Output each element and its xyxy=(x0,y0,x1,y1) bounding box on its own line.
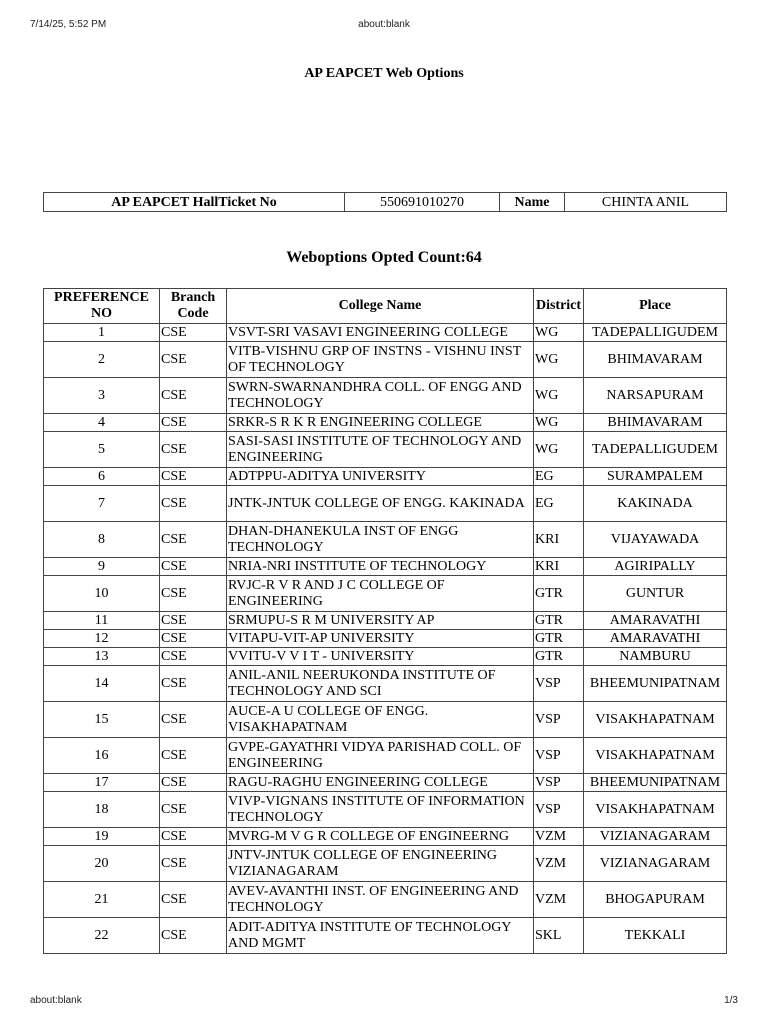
cell-preference: 17 xyxy=(44,774,160,792)
cell-place: VISAKHAPATNAM xyxy=(584,702,727,738)
cell-district: WG xyxy=(534,432,584,468)
cell-college: MVRG-M V G R COLLEGE OF ENGINEERNG xyxy=(227,828,534,846)
table-row xyxy=(44,486,727,522)
cell-preference: 10 xyxy=(44,576,160,612)
cell-district: SKL xyxy=(534,918,584,954)
table-row xyxy=(44,342,727,378)
cell-place: TEKKALI xyxy=(584,918,727,954)
cell-place: BHIMAVARAM xyxy=(584,414,727,432)
table-row xyxy=(44,432,727,468)
cell-college: SASI-SASI INSTITUTE OF TECHNOLOGY AND ENGINEERING xyxy=(227,432,534,468)
cell-place: AGIRIPALLY xyxy=(584,558,727,576)
page-title: AP EAPCET Web Options xyxy=(304,66,464,81)
cell-district: WG xyxy=(534,378,584,414)
cell-place: TADEPALLIGUDEM xyxy=(584,324,727,342)
cell-district: VSP xyxy=(534,738,584,774)
cell-branch: CSE xyxy=(160,414,227,432)
cell-district: WG xyxy=(534,342,584,378)
cell-college: JNTV-JNTUK COLLEGE OF ENGINEERING VIZIANAGARAM xyxy=(227,846,534,882)
page-number: 1/3 xyxy=(724,995,738,1006)
header-college: College Name xyxy=(227,289,534,324)
cell-district: WG xyxy=(534,324,584,342)
cell-branch: CSE xyxy=(160,774,227,792)
cell-college: JNTK-JNTUK COLLEGE OF ENGG. KAKINADA xyxy=(227,486,534,522)
cell-college: VITB-VISHNU GRP OF INSTNS - VISHNU INST OF TECHNOLOGY xyxy=(227,342,534,378)
cell-preference: 1 xyxy=(44,324,160,342)
cell-place: BHEEMUNIPATNAM xyxy=(584,774,727,792)
table-row xyxy=(44,576,727,612)
cell-college: ANIL-ANIL NEERUKONDA INSTITUTE OF TECHNOLOGY AND SCI xyxy=(227,666,534,702)
cell-place: VIZIANAGARAM xyxy=(584,828,727,846)
cell-college: RAGU-RAGHU ENGINEERING COLLEGE xyxy=(227,774,534,792)
table-row xyxy=(44,522,727,558)
cell-district: WG xyxy=(534,414,584,432)
cell-preference: 13 xyxy=(44,648,160,666)
cell-place: KAKINADA xyxy=(584,486,727,522)
cell-branch: CSE xyxy=(160,702,227,738)
cell-preference: 22 xyxy=(44,918,160,954)
cell-place: TADEPALLIGUDEM xyxy=(584,432,727,468)
cell-district: VZM xyxy=(534,882,584,918)
cell-place: AMARAVATHI xyxy=(584,612,727,630)
cell-district: GTR xyxy=(534,612,584,630)
cell-preference: 5 xyxy=(44,432,160,468)
cell-place: BHOGAPURAM xyxy=(584,882,727,918)
cell-place: VIZIANAGARAM xyxy=(584,846,727,882)
table-row xyxy=(44,774,727,792)
header-district: District xyxy=(534,289,584,324)
cell-district: EG xyxy=(534,468,584,486)
print-header xyxy=(0,0,768,30)
options-count-title: Weboptions Opted Count:64 xyxy=(286,249,482,266)
cell-branch: CSE xyxy=(160,828,227,846)
cell-branch: CSE xyxy=(160,882,227,918)
table-row xyxy=(44,558,727,576)
cell-district: VSP xyxy=(534,702,584,738)
preferences-table xyxy=(43,288,727,954)
cell-branch: CSE xyxy=(160,792,227,828)
cell-preference: 15 xyxy=(44,702,160,738)
cell-branch: CSE xyxy=(160,666,227,702)
cell-district: VSP xyxy=(534,774,584,792)
cell-preference: 20 xyxy=(44,846,160,882)
header-place: Place xyxy=(584,289,727,324)
table-row xyxy=(44,378,727,414)
cell-preference: 16 xyxy=(44,738,160,774)
cell-place: NAMBURU xyxy=(584,648,727,666)
cell-district: VZM xyxy=(534,846,584,882)
cell-college: AUCE-A U COLLEGE OF ENGG. VISAKHAPATNAM xyxy=(227,702,534,738)
name-label: Name xyxy=(500,193,565,212)
cell-college: VSVT-SRI VASAVI ENGINEERING COLLEGE xyxy=(227,324,534,342)
cell-college: ADIT-ADITYA INSTITUTE OF TECHNOLOGY AND MGMT xyxy=(227,918,534,954)
header-preference-line2: NO xyxy=(91,306,112,321)
cell-preference: 12 xyxy=(44,630,160,648)
cell-branch: CSE xyxy=(160,558,227,576)
cell-college: SRKR-S R K R ENGINEERING COLLEGE xyxy=(227,414,534,432)
table-row xyxy=(44,738,727,774)
cell-college: GVPE-GAYATHRI VIDYA PARISHAD COLL. OF ENGINEERING xyxy=(227,738,534,774)
table-row xyxy=(44,612,727,630)
cell-district: VSP xyxy=(534,666,584,702)
header-branch xyxy=(160,289,227,324)
cell-branch: CSE xyxy=(160,522,227,558)
cell-preference: 19 xyxy=(44,828,160,846)
cell-district: GTR xyxy=(534,630,584,648)
cell-place: BHIMAVARAM xyxy=(584,342,727,378)
hallticket-label: AP EAPCET HallTicket No xyxy=(44,193,345,212)
print-page-title: about:blank xyxy=(358,19,410,30)
cell-preference: 9 xyxy=(44,558,160,576)
table-row xyxy=(44,846,727,882)
cell-branch: CSE xyxy=(160,432,227,468)
table-row xyxy=(44,630,727,648)
table-row xyxy=(44,414,727,432)
table-header-row xyxy=(44,289,727,324)
cell-place: NARSAPURAM xyxy=(584,378,727,414)
cell-preference: 3 xyxy=(44,378,160,414)
cell-branch: CSE xyxy=(160,468,227,486)
table-row xyxy=(44,666,727,702)
cell-preference: 2 xyxy=(44,342,160,378)
cell-preference: 11 xyxy=(44,612,160,630)
cell-place: BHEEMUNIPATNAM xyxy=(584,666,727,702)
table-row xyxy=(44,468,727,486)
table-row xyxy=(44,648,727,666)
cell-place: AMARAVATHI xyxy=(584,630,727,648)
hallticket-table xyxy=(43,192,727,212)
header-preference-line1: PREFERENCE xyxy=(54,290,149,305)
cell-branch: CSE xyxy=(160,324,227,342)
cell-branch: CSE xyxy=(160,612,227,630)
cell-place: SURAMPALEM xyxy=(584,468,727,486)
cell-college: VIVP-VIGNANS INSTITUTE OF INFORMATION TECHNOLOGY xyxy=(227,792,534,828)
cell-district: GTR xyxy=(534,576,584,612)
cell-branch: CSE xyxy=(160,648,227,666)
cell-preference: 18 xyxy=(44,792,160,828)
header-branch-line2: Code xyxy=(177,306,209,321)
cell-branch: CSE xyxy=(160,378,227,414)
cell-preference: 14 xyxy=(44,666,160,702)
cell-branch: CSE xyxy=(160,486,227,522)
cell-preference: 21 xyxy=(44,882,160,918)
cell-preference: 7 xyxy=(44,486,160,522)
table-row xyxy=(44,828,727,846)
print-url: about:blank xyxy=(30,995,82,1006)
cell-branch: CSE xyxy=(160,630,227,648)
print-datetime: 7/14/25, 5:52 PM xyxy=(30,19,107,30)
cell-district: GTR xyxy=(534,648,584,666)
table-row xyxy=(44,918,727,954)
cell-place: GUNTUR xyxy=(584,576,727,612)
cell-college: NRIA-NRI INSTITUTE OF TECHNOLOGY xyxy=(227,558,534,576)
cell-branch: CSE xyxy=(160,918,227,954)
cell-college: RVJC-R V R AND J C COLLEGE OF ENGINEERING xyxy=(227,576,534,612)
cell-preference: 8 xyxy=(44,522,160,558)
cell-branch: CSE xyxy=(160,576,227,612)
table-row xyxy=(44,324,727,342)
cell-district: KRI xyxy=(534,558,584,576)
cell-place: VISAKHAPATNAM xyxy=(584,792,727,828)
candidate-name: CHINTA ANIL xyxy=(565,193,727,212)
cell-preference: 6 xyxy=(44,468,160,486)
cell-branch: CSE xyxy=(160,738,227,774)
cell-college: AVEV-AVANTHI INST. OF ENGINEERING AND TECHNOLOGY xyxy=(227,882,534,918)
cell-college: DHAN-DHANEKULA INST OF ENGG TECHNOLOGY xyxy=(227,522,534,558)
header-branch-line1: Branch xyxy=(170,290,216,305)
cell-college: ADTPPU-ADITYA UNIVERSITY xyxy=(227,468,534,486)
table-row xyxy=(44,882,727,918)
cell-preference: 4 xyxy=(44,414,160,432)
cell-branch: CSE xyxy=(160,846,227,882)
cell-place: VISAKHAPATNAM xyxy=(584,738,727,774)
cell-district: KRI xyxy=(534,522,584,558)
cell-district: VZM xyxy=(534,828,584,846)
cell-college: VVITU-V V I T - UNIVERSITY xyxy=(227,648,534,666)
cell-college: VITAPU-VIT-AP UNIVERSITY xyxy=(227,630,534,648)
cell-district: EG xyxy=(534,486,584,522)
table-row xyxy=(44,792,727,828)
cell-place: VIJAYAWADA xyxy=(584,522,727,558)
hallticket-number: 550691010270 xyxy=(345,193,500,212)
cell-college: SWRN-SWARNANDHRA COLL. OF ENGG AND TECHNOLOGY xyxy=(227,378,534,414)
header-preference xyxy=(44,289,160,324)
cell-branch: CSE xyxy=(160,342,227,378)
table-row xyxy=(44,702,727,738)
cell-college: SRMUPU-S R M UNIVERSITY AP xyxy=(227,612,534,630)
cell-district: VSP xyxy=(534,792,584,828)
